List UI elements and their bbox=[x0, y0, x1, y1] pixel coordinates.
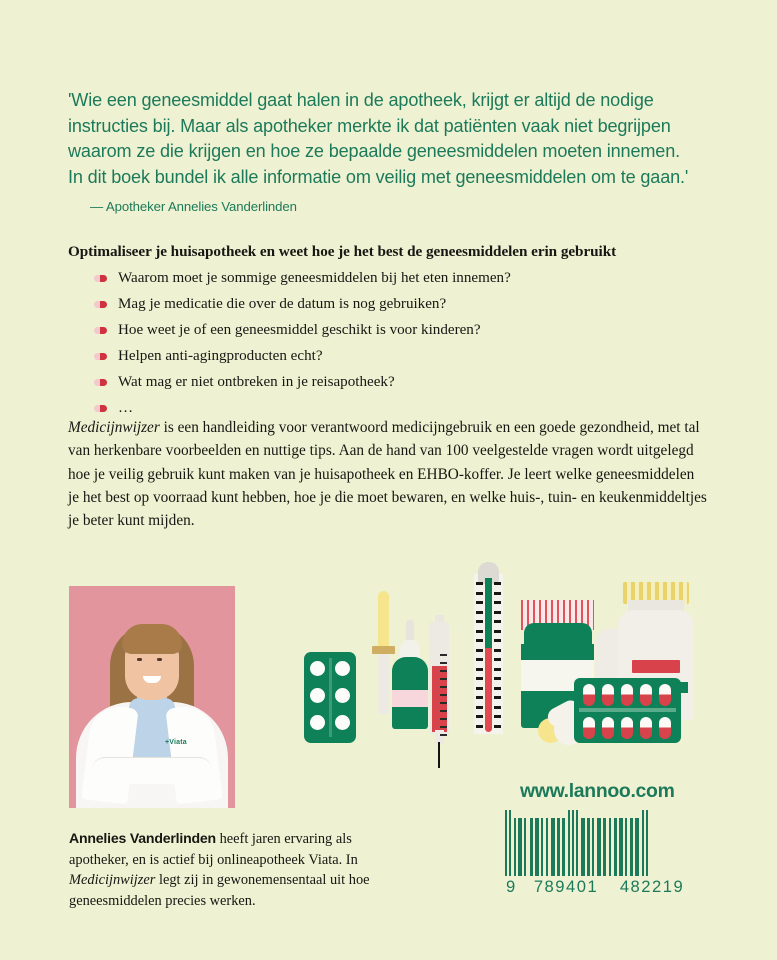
questions-heading: Optimaliseer je huisapotheek en weet hoe je het best de geneesmiddelen erin gebruikt bbox=[68, 243, 617, 260]
bio-part-2: legt zij in gewonemensentaal uit hoe geneesmiddelen precies werken. bbox=[69, 872, 370, 909]
capsule-icon bbox=[583, 684, 595, 706]
syringe-tick bbox=[440, 702, 447, 704]
thermometer-tick bbox=[476, 601, 483, 604]
round-tablet-icon bbox=[335, 688, 350, 703]
list-item bbox=[94, 296, 713, 313]
capsule-icon bbox=[621, 684, 633, 706]
portrait-eye-left bbox=[137, 658, 142, 661]
thermometer-tick bbox=[494, 630, 501, 633]
thermometer-tick bbox=[494, 677, 501, 680]
thermometer-tick bbox=[476, 639, 483, 642]
portrait-eye-right bbox=[157, 658, 162, 661]
list-item bbox=[94, 270, 713, 287]
thermometer-tick bbox=[476, 725, 483, 728]
syringe-liquid bbox=[432, 666, 447, 732]
publisher-url[interactable]: www.lannoo.com bbox=[520, 780, 675, 802]
round-tablet-icon bbox=[310, 715, 325, 730]
thermometer-green-column bbox=[485, 578, 492, 650]
blister-divider bbox=[329, 658, 332, 737]
round-tablet-icon bbox=[310, 661, 325, 676]
quote-line-2: instructies bij. Maar als apotheker merkte ik dat patiënten vaak niet begrijpen bbox=[68, 115, 671, 136]
thermometer-tick bbox=[476, 582, 483, 585]
capsule-icon bbox=[659, 717, 671, 739]
capsule-icon bbox=[640, 717, 652, 739]
description-rest: is een handleiding voor verantwoord medicijngebruik en een goede gezondheid, met tal van herkenbare voorbeelden en nuttige tips. Aan de hand van 100 veelgestelde vragen wordt uitgelegd hoe je veilig gebruik kunt maken van je huisapotheek en EHBO-koffer. Je leert welke geneesmiddelen je het best op voorraad kunt hebben, hoe je die moet bewaren, en welke huis-, tuin- en keukenmiddeltjes je beter kunt mijden. bbox=[68, 419, 707, 530]
author-bio-paragraph bbox=[69, 828, 409, 911]
capsule-icon bbox=[602, 684, 614, 706]
thermometer-tick bbox=[494, 687, 501, 690]
thermometer-tick bbox=[494, 668, 501, 671]
syringe-tick bbox=[440, 670, 447, 672]
dropper-band-pink bbox=[392, 690, 428, 708]
pill-blister-pack-icon bbox=[304, 652, 356, 743]
syringe-tick bbox=[440, 718, 447, 720]
barcode-digits bbox=[505, 877, 705, 897]
thermometer-tick bbox=[494, 725, 501, 728]
thermometer-tick bbox=[494, 601, 501, 604]
pill-capsule-icon bbox=[94, 327, 107, 334]
round-tablet-icon bbox=[335, 715, 350, 730]
portrait-folded-arms bbox=[92, 757, 212, 784]
thermometer-tick bbox=[494, 706, 501, 709]
questions-list bbox=[68, 270, 713, 417]
syringe-tick bbox=[440, 654, 447, 656]
capsule-icon bbox=[640, 684, 652, 706]
pill-capsule-icon bbox=[94, 301, 107, 308]
list-item-label: Mag je medicatie die over de datum is nog gebruiken? bbox=[118, 296, 447, 313]
syringe-needle bbox=[438, 742, 440, 768]
thermometer-tick bbox=[494, 611, 501, 614]
list-item-label: Helpen anti-agingproducten echt? bbox=[118, 348, 323, 365]
questions-section bbox=[68, 243, 713, 427]
thermometer-tick bbox=[476, 677, 483, 680]
list-item bbox=[94, 348, 713, 365]
barcode-left-group: 789401 bbox=[533, 877, 599, 896]
thermometer-tick bbox=[476, 611, 483, 614]
thermometer-tick bbox=[494, 649, 501, 652]
portrait-hair-front bbox=[122, 624, 182, 654]
pill-capsule-icon bbox=[94, 353, 107, 360]
thermometer-red-column bbox=[485, 648, 492, 732]
pill-capsule-icon bbox=[94, 275, 107, 282]
syringe-tick bbox=[440, 678, 447, 680]
thermometer-tick bbox=[494, 658, 501, 661]
thermometer-tick bbox=[494, 639, 501, 642]
dropper-band-green-bottom bbox=[392, 707, 428, 729]
thermometer-tick bbox=[476, 706, 483, 709]
capsule-icon bbox=[583, 717, 595, 739]
capsule-icon bbox=[621, 717, 633, 739]
capsule-icon bbox=[602, 717, 614, 739]
author-name: Annelies Vanderlinden bbox=[69, 830, 216, 846]
syringe-tick bbox=[440, 734, 447, 736]
thermometer-tick bbox=[476, 715, 483, 718]
syringe-tick bbox=[440, 694, 447, 696]
list-item bbox=[94, 400, 713, 417]
quote-attribution: — Apotheker Annelies Vanderlinden bbox=[90, 199, 297, 215]
list-item-label: … bbox=[118, 400, 134, 417]
syringe-tick bbox=[440, 710, 447, 712]
barcode-bars bbox=[505, 810, 705, 876]
thermometer-tick bbox=[494, 620, 501, 623]
suppository-icon bbox=[378, 591, 389, 649]
thermometer-tick bbox=[476, 658, 483, 661]
pull-quote bbox=[68, 88, 708, 214]
author-bio bbox=[69, 828, 409, 911]
list-item-label: Waarom moet je sommige geneesmiddelen bij het eten innemen? bbox=[118, 270, 511, 286]
viata-logo-text: Viata bbox=[169, 739, 187, 746]
list-item bbox=[94, 322, 713, 339]
description-paragraph bbox=[68, 416, 708, 532]
syringe-tick bbox=[440, 662, 447, 664]
suppository-band bbox=[372, 646, 395, 654]
suppository-stick bbox=[378, 652, 389, 714]
thermometer-tick bbox=[476, 630, 483, 633]
quote-line-1: 'Wie een geneesmiddel gaat halen in de apotheek, krijgt er altijd de nodige bbox=[68, 90, 654, 110]
dropper-band-green-top bbox=[392, 672, 428, 692]
thermometer-tick bbox=[476, 620, 483, 623]
thermometer-tick bbox=[476, 687, 483, 690]
list-item-label: Wat mag er niet ontbreken in je reisapotheek? bbox=[118, 374, 395, 391]
book-title-italic: Medicijnwijzer bbox=[68, 419, 160, 436]
quote-line-3: waarom ze die krijgen en hoe ze bepaalde geneesmiddelen moeten innemen. bbox=[68, 141, 680, 162]
pill-capsule-icon bbox=[94, 405, 107, 412]
description-section bbox=[68, 416, 708, 532]
syringe-tick bbox=[440, 686, 447, 688]
thermometer-tick bbox=[476, 668, 483, 671]
thermometer-tick bbox=[476, 649, 483, 652]
round-tablet-icon bbox=[335, 661, 350, 676]
quote-line-4: In dit boek bundel ik alle informatie om veilig met geneesmiddelen om te gaan.' bbox=[68, 166, 689, 187]
barcode-right-group: 482219 bbox=[619, 877, 685, 896]
pill-jar-red-label bbox=[632, 660, 680, 673]
cross-icon: + bbox=[165, 739, 170, 746]
round-tablet-icon bbox=[310, 688, 325, 703]
thermometer-tick bbox=[476, 696, 483, 699]
barcode bbox=[505, 810, 705, 897]
capsule-blister-band bbox=[579, 708, 676, 712]
thermometer-tick bbox=[476, 592, 483, 595]
capsule-icon bbox=[659, 684, 671, 706]
barcode-guard-bar bbox=[646, 810, 648, 876]
pill-capsule-icon bbox=[94, 379, 107, 386]
syringe-tick bbox=[440, 726, 447, 728]
capsule-blister-pack-icon bbox=[574, 678, 681, 743]
list-item-label: Hoe weet je of een geneesmiddel geschikt is voor kinderen? bbox=[118, 322, 481, 339]
barcode-lead-digit: 9 bbox=[506, 877, 517, 896]
thermometer-tick bbox=[494, 592, 501, 595]
thermometer-tick bbox=[494, 696, 501, 699]
author-photo bbox=[69, 586, 235, 808]
list-item bbox=[94, 374, 713, 391]
thermometer-tick bbox=[494, 715, 501, 718]
medicine-illustration bbox=[296, 560, 656, 760]
viata-logo bbox=[165, 739, 187, 746]
thermometer-tick bbox=[494, 582, 501, 585]
bio-part-1: heeft jaren ervaring als apotheker, en is actief bij onlineapotheek Viata. In bbox=[69, 831, 358, 868]
bio-book-title: Medicijnwijzer bbox=[69, 872, 156, 889]
